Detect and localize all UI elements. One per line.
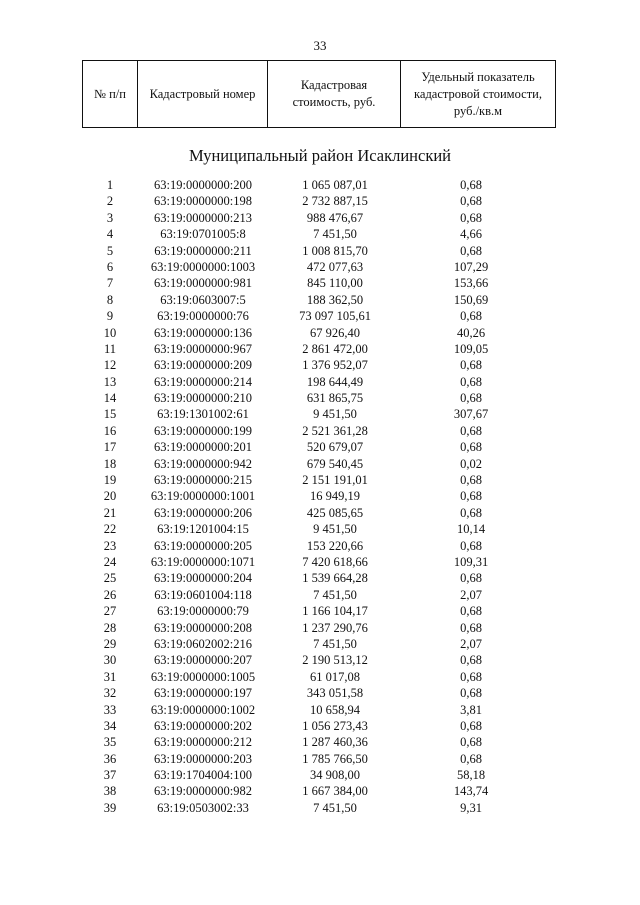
table-row <box>0 472 640 488</box>
table-row <box>0 243 640 259</box>
row-specific-indicator: 0,68 <box>460 309 482 324</box>
header-col-specific-indicator: Удельный показатель кадастровой стоимости, руб./кв.м <box>401 61 556 128</box>
row-cadastral-value: 2 521 361,28 <box>302 423 368 438</box>
table-row <box>0 439 640 455</box>
row-specific-indicator: 0,68 <box>460 604 482 619</box>
row-specific-indicator: 0,02 <box>460 456 482 471</box>
row-cadastral-number: 63:19:0000000:215 <box>154 473 252 488</box>
row-cadastral-value: 2 151 191,01 <box>302 473 368 488</box>
row-cadastral-value: 7 420 618,66 <box>302 554 368 569</box>
row-specific-indicator: 0,68 <box>460 489 482 504</box>
row-number: 3 <box>106 210 114 225</box>
row-cadastral-value: 1 376 952,07 <box>302 358 368 373</box>
row-cadastral-value: 1 287 460,36 <box>302 735 368 750</box>
table-row <box>0 702 640 718</box>
table-row <box>0 292 640 308</box>
row-cadastral-number: 63:19:0000000:942 <box>154 456 252 471</box>
table-row <box>0 390 640 406</box>
row-cadastral-number: 63:19:0000000:203 <box>154 751 252 766</box>
row-cadastral-value: 1 008 815,70 <box>302 243 368 258</box>
row-specific-indicator: 0,68 <box>460 178 482 192</box>
row-number: 19 <box>103 473 117 488</box>
row-number: 20 <box>103 489 117 504</box>
row-specific-indicator: 0,68 <box>460 374 482 389</box>
row-cadastral-number: 63:19:0000000:214 <box>154 374 252 389</box>
row-cadastral-number: 63:19:0000000:201 <box>154 440 252 455</box>
row-cadastral-value: 61 017,08 <box>310 669 360 684</box>
row-cadastral-number: 63:19:0000000:209 <box>154 358 252 373</box>
table-row <box>0 783 640 799</box>
row-number: 36 <box>103 751 117 766</box>
row-cadastral-number: 63:19:0503002:33 <box>157 800 249 815</box>
table-row <box>0 193 640 209</box>
table-row <box>0 620 640 636</box>
table-row <box>0 505 640 521</box>
row-cadastral-value: 631 865,75 <box>306 391 364 406</box>
table-row <box>0 751 640 767</box>
header-col-cadastral-number: Кадастровый номер <box>138 61 268 128</box>
row-number: 18 <box>103 456 117 471</box>
row-number: 32 <box>103 686 117 701</box>
row-specific-indicator: 2,07 <box>460 636 482 651</box>
table-row <box>0 177 640 193</box>
row-number: 28 <box>103 620 117 635</box>
row-cadastral-number: 63:19:0000000:205 <box>154 538 252 553</box>
table-row <box>0 554 640 570</box>
row-cadastral-number: 63:19:0000000:982 <box>154 784 252 799</box>
table-header <box>82 60 556 128</box>
row-cadastral-number: 63:19:0000000:199 <box>154 423 252 438</box>
table-row <box>0 374 640 390</box>
header-col-cadastral-value: Кадастровая стоимость, руб. <box>268 61 401 128</box>
row-number: 7 <box>106 276 114 291</box>
row-number: 17 <box>103 440 117 455</box>
row-number: 5 <box>106 243 114 258</box>
row-cadastral-number: 63:19:0000000:1001 <box>150 489 256 504</box>
row-cadastral-number: 63:19:0601004:118 <box>154 587 252 602</box>
table-row <box>0 308 640 324</box>
table-row <box>0 456 640 472</box>
row-specific-indicator: 3,81 <box>460 702 482 717</box>
row-cadastral-number: 63:19:0000000:207 <box>154 653 252 668</box>
row-cadastral-number: 63:19:0000000:211 <box>154 243 252 258</box>
table-row <box>0 767 640 783</box>
row-number: 31 <box>103 669 117 684</box>
table-row <box>0 325 640 341</box>
row-cadastral-number: 63:19:0000000:200 <box>154 178 252 192</box>
section-title: Муниципальный район Исаклинский <box>188 146 452 165</box>
table-row <box>0 423 640 439</box>
row-specific-indicator: 2,07 <box>460 587 482 602</box>
table-row <box>0 718 640 734</box>
row-cadastral-value: 153 220,66 <box>306 538 364 553</box>
table-row <box>0 734 640 750</box>
row-cadastral-number: 63:19:0000000:210 <box>154 391 252 406</box>
data-rows <box>0 177 640 816</box>
row-cadastral-number: 63:19:0602002:216 <box>154 636 252 651</box>
row-cadastral-number: 63:19:0000000:202 <box>154 718 252 733</box>
row-specific-indicator: 4,66 <box>460 227 482 242</box>
row-cadastral-number: 63:19:0000000:1071 <box>150 554 256 569</box>
table-row <box>0 521 640 537</box>
row-specific-indicator: 0,68 <box>460 358 482 373</box>
row-cadastral-value: 9 451,50 <box>313 522 357 537</box>
header-col-number: № п/п <box>83 61 138 128</box>
row-specific-indicator: 58,18 <box>456 768 486 783</box>
row-specific-indicator: 0,68 <box>460 751 482 766</box>
row-number: 6 <box>106 259 114 274</box>
row-number: 29 <box>103 636 117 651</box>
row-specific-indicator: 307,67 <box>453 407 489 422</box>
row-cadastral-value: 472 077,63 <box>306 259 364 274</box>
row-specific-indicator: 0,68 <box>460 440 482 455</box>
row-cadastral-value: 1 237 290,76 <box>302 620 368 635</box>
row-cadastral-value: 34 908,00 <box>310 768 360 783</box>
row-specific-indicator: 0,68 <box>460 473 482 488</box>
row-specific-indicator: 40,26 <box>456 325 486 340</box>
row-number: 26 <box>103 587 117 602</box>
table-row <box>0 226 640 242</box>
row-number: 9 <box>106 309 114 324</box>
row-cadastral-number: 63:19:0000000:198 <box>154 194 252 209</box>
row-cadastral-value: 679 540,45 <box>306 456 364 471</box>
table-row <box>0 210 640 226</box>
row-number: 24 <box>103 554 117 569</box>
row-number: 12 <box>103 358 117 373</box>
row-cadastral-value: 1 056 273,43 <box>302 718 368 733</box>
table-row <box>0 406 640 422</box>
row-cadastral-value: 9 451,50 <box>313 407 357 422</box>
table-row <box>0 341 640 357</box>
table-row <box>0 275 640 291</box>
row-specific-indicator: 0,68 <box>460 210 482 225</box>
row-cadastral-number: 63:19:0000000:208 <box>154 620 252 635</box>
page-number: 33 <box>313 38 327 53</box>
row-number: 23 <box>103 538 117 553</box>
row-specific-indicator: 0,68 <box>460 505 482 520</box>
row-cadastral-value: 1 539 664,28 <box>302 571 368 586</box>
row-cadastral-number: 63:19:1201004:15 <box>157 522 249 537</box>
row-cadastral-number: 63:19:0000000:1005 <box>150 669 256 684</box>
row-specific-indicator: 0,68 <box>460 391 482 406</box>
table-row <box>0 587 640 603</box>
row-specific-indicator: 0,68 <box>460 571 482 586</box>
row-cadastral-number: 63:19:0000000:981 <box>154 276 252 291</box>
table-row <box>0 603 640 619</box>
table-row <box>0 669 640 685</box>
row-number: 35 <box>103 735 117 750</box>
row-cadastral-number: 63:19:0000000:206 <box>154 505 252 520</box>
row-specific-indicator: 0,68 <box>460 423 482 438</box>
row-number: 8 <box>106 292 114 307</box>
row-cadastral-value: 7 451,50 <box>313 800 357 815</box>
row-cadastral-number: 63:19:0000000:197 <box>154 686 252 701</box>
row-cadastral-number: 63:19:1704004:100 <box>154 768 252 783</box>
row-cadastral-value: 10 658,94 <box>310 702 360 717</box>
row-specific-indicator: 9,31 <box>460 800 482 815</box>
table-row <box>0 259 640 275</box>
row-cadastral-value: 7 451,50 <box>313 587 357 602</box>
row-number: 13 <box>103 374 117 389</box>
row-cadastral-number: 63:19:0000000:204 <box>154 571 252 586</box>
row-number: 14 <box>103 391 117 406</box>
row-number: 21 <box>103 505 117 520</box>
row-cadastral-value: 198 644,49 <box>306 374 364 389</box>
row-cadastral-value: 988 476,67 <box>306 210 364 225</box>
row-cadastral-number: 63:19:0000000:1002 <box>150 702 256 717</box>
row-cadastral-value: 7 451,50 <box>313 227 357 242</box>
row-cadastral-number: 63:19:0000000:1003 <box>150 259 256 274</box>
row-number: 10 <box>103 325 117 340</box>
row-specific-indicator: 0,68 <box>460 194 482 209</box>
row-cadastral-value: 425 085,65 <box>306 505 364 520</box>
row-cadastral-value: 73 097 105,61 <box>299 309 371 324</box>
row-cadastral-value: 520 679,07 <box>306 440 364 455</box>
row-specific-indicator: 0,68 <box>460 620 482 635</box>
row-specific-indicator: 0,68 <box>460 718 482 733</box>
row-number: 25 <box>103 571 117 586</box>
table-row <box>0 685 640 701</box>
row-cadastral-number: 63:19:0000000:967 <box>154 341 252 356</box>
row-specific-indicator: 153,66 <box>453 276 489 291</box>
table-row <box>0 800 640 816</box>
row-number: 37 <box>103 768 117 783</box>
row-cadastral-value: 67 926,40 <box>310 325 360 340</box>
row-specific-indicator: 143,74 <box>453 784 489 799</box>
row-number: 27 <box>103 604 117 619</box>
row-cadastral-number: 63:19:0603007:5 <box>160 292 246 307</box>
row-specific-indicator: 0,68 <box>460 243 482 258</box>
row-specific-indicator: 0,68 <box>460 686 482 701</box>
row-number: 39 <box>103 800 117 815</box>
row-cadastral-value: 1 667 384,00 <box>302 784 368 799</box>
row-number: 16 <box>103 423 117 438</box>
row-cadastral-value: 7 451,50 <box>313 636 357 651</box>
row-number: 11 <box>103 341 117 356</box>
row-cadastral-value: 845 110,00 <box>307 276 363 291</box>
table-row <box>0 538 640 554</box>
row-cadastral-number: 63:19:0000000:213 <box>154 210 252 225</box>
row-cadastral-number: 63:19:1301002:61 <box>157 407 249 422</box>
row-number: 4 <box>106 227 114 242</box>
row-specific-indicator: 0,68 <box>460 538 482 553</box>
row-cadastral-number: 63:19:0000000:79 <box>157 604 249 619</box>
table-row <box>0 357 640 373</box>
row-cadastral-number: 63:19:0000000:76 <box>157 309 249 324</box>
row-specific-indicator: 109,05 <box>453 341 489 356</box>
row-specific-indicator: 10,14 <box>456 522 486 537</box>
row-number: 33 <box>103 702 117 717</box>
table-row <box>0 570 640 586</box>
row-cadastral-number: 63:19:0701005:8 <box>160 227 246 242</box>
row-number: 2 <box>106 194 114 209</box>
row-specific-indicator: 0,68 <box>460 653 482 668</box>
row-cadastral-value: 188 362,50 <box>306 292 364 307</box>
table-row <box>0 636 640 652</box>
row-cadastral-value: 2 861 472,00 <box>302 341 368 356</box>
row-specific-indicator: 150,69 <box>453 292 489 307</box>
row-cadastral-number: 63:19:0000000:136 <box>154 325 252 340</box>
row-cadastral-value: 1 166 104,17 <box>302 604 368 619</box>
row-cadastral-value: 2 190 513,12 <box>302 653 368 668</box>
row-cadastral-value: 1 065 087,01 <box>302 178 368 192</box>
row-cadastral-value: 2 732 887,15 <box>302 194 368 209</box>
row-number: 15 <box>103 407 117 422</box>
row-cadastral-value: 16 949,19 <box>310 489 360 504</box>
table-header-row <box>83 61 556 128</box>
row-number: 38 <box>103 784 117 799</box>
row-specific-indicator: 109,31 <box>453 554 489 569</box>
row-cadastral-number: 63:19:0000000:212 <box>154 735 252 750</box>
row-cadastral-value: 1 785 766,50 <box>302 751 368 766</box>
row-number: 30 <box>103 653 117 668</box>
row-cadastral-value: 343 051,58 <box>306 686 364 701</box>
row-number: 34 <box>103 718 117 733</box>
row-number: 22 <box>103 522 117 537</box>
row-specific-indicator: 107,29 <box>453 259 489 274</box>
table-row <box>0 488 640 504</box>
row-number: 1 <box>106 178 114 192</box>
table-row <box>0 652 640 668</box>
row-specific-indicator: 0,68 <box>460 669 482 684</box>
row-specific-indicator: 0,68 <box>460 735 482 750</box>
